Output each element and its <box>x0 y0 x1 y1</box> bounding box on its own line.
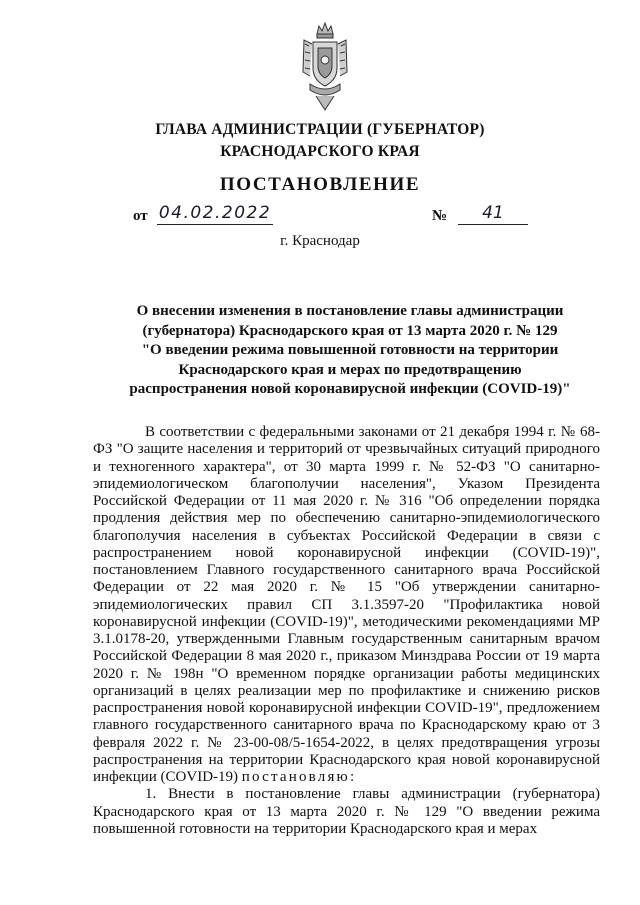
number-label: № <box>432 208 448 224</box>
date-value: 04.02.2022 <box>158 203 272 223</box>
date-number-line <box>0 204 640 228</box>
subject-line: (губернатора) Краснодарского края от 13 марта 2020 г. № 129 <box>142 322 558 339</box>
body-paragraph: 1. Внести в постановление главы администрации (губернатора) Краснодарского края от 13 марта 2020 г. № 129 "О введении режима повышенной готовности на территории Краснодарского края и мерах <box>93 786 600 837</box>
decree-word: постановляю: <box>241 769 357 785</box>
subject-line: О внесении изменения в постановление главы администрации <box>136 303 564 319</box>
document-type-title: ПОСТАНОВЛЕНИЕ <box>219 174 421 195</box>
date-label: от <box>133 208 148 224</box>
authority-title-line1: ГЛАВА АДМИНИСТРАЦИИ (ГУБЕРНАТОР) <box>155 121 485 138</box>
coat-of-arms-icon <box>300 20 350 116</box>
subject-line: распространения новой коронавирусной инфекции (COVID-19)" <box>129 381 571 397</box>
document-subject <box>110 302 590 400</box>
subject-line: Краснодарского края и мерах по предотвращению <box>178 361 522 378</box>
preamble-text: В соответствии с федеральными законами от 21 декабря 1994 г. № 68-ФЗ "О защите населения и территорий от чрезвычайных ситуаций природного и техногенного характера", от 30 марта 1999 г. № 52-ФЗ "О санитарно-эпидемиологическом благополучии населения", Указом Президента Российской Федерации от 11 мая 2020 г. № 316 "Об определении порядка продления действия мер по обеспечению санитарно-эпидемиологического благополучия населения в субъектах Российской Федерации в связи с распространением новой коронавирусной инфекции (COVID-19)", постановлением Главного государственного санитарного врача Российской Федерации от 22 мая 2020 г. № 15 "Об утверждении санитарно-эпидемиологических правил СП 3.1.3597-20 "Профилактика новой коронавирусной инфекции (COVID-19)", методическими рекомендациями МР 3.1.0178-20, утвержденными Главным государственным санитарным врачом Российской Федерации 8 мая 2020 г., приказом Минздрава России от 19 марта 2020 г. № 198н "О временном порядке организации работы медицинских организаций в целях реализации мер по профилактике и снижению рисков распространения новой коронавирусной инфекции COVID-19", предложением главного государственного санитарного врача по Краснодарскому краю от 3 февраля 2022 г. № 23-00-08/5-1654-2022, в целях предотвращения угрозы распространения на территории Краснодарского края новой коронавирусной инфекции (COVID-19) <box>93 424 600 785</box>
number-value: 41 <box>458 202 528 225</box>
subject-line: "О введении режима повышенной готовности на территории <box>141 342 559 358</box>
city-name: г. Краснодар <box>280 233 360 249</box>
body-paragraph <box>93 424 600 786</box>
document-body <box>93 424 600 838</box>
authority-title-line2: КРАСНОДАРСКОГО КРАЯ <box>220 143 420 160</box>
